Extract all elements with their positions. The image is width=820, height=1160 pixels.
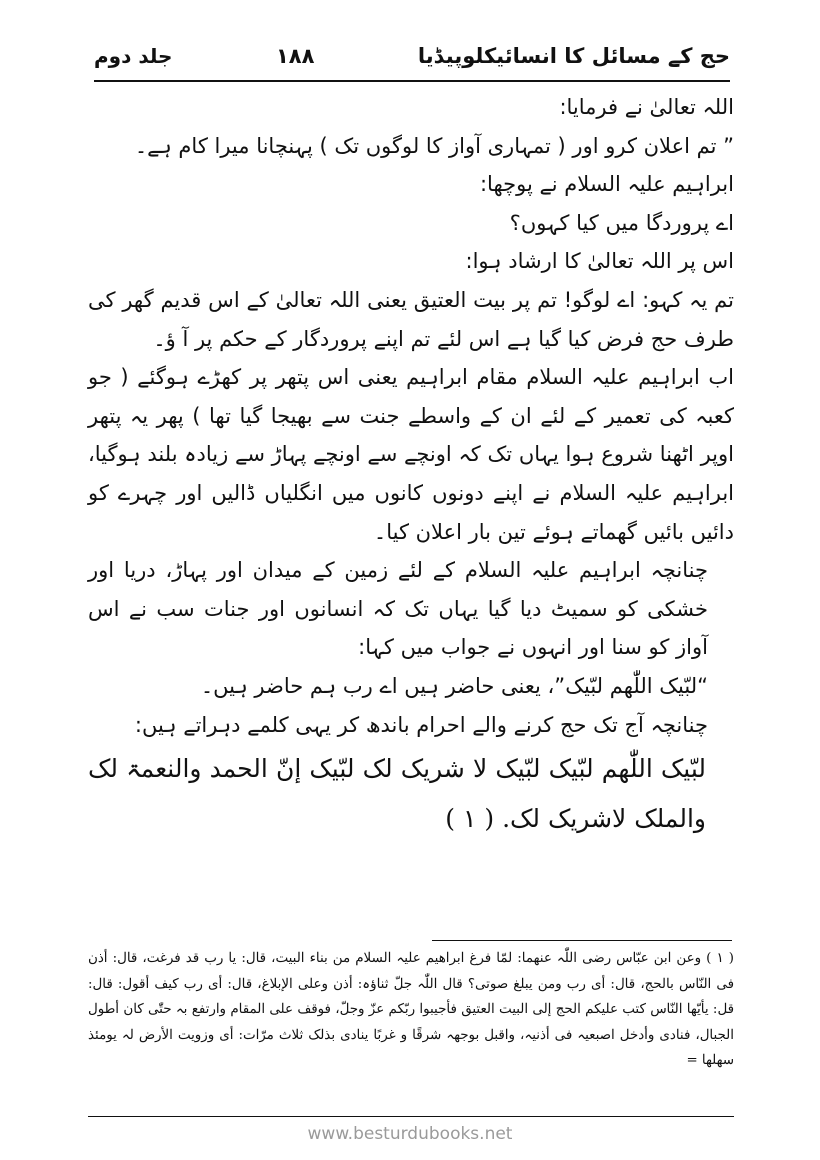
text-line: ابراہیم علیہ السلام نے پوچھا: xyxy=(479,172,734,197)
text-line: اللہ تعالیٰ نے فرمایا: xyxy=(559,95,734,119)
watermark: www.besturdubooks.net xyxy=(307,1124,513,1144)
labbaik-line: “لبّیک اللّٰھم لبّیک”، یعنی حاضر ہیں اے رب ہم حاضر ہیں۔ xyxy=(200,673,708,698)
header-rule xyxy=(94,80,730,82)
page-number: ۱۸۸ xyxy=(275,44,315,68)
text-line: ” تم اعلان کرو اور ( تمہاری آواز کا لوگوں تک ) پہنچانا میرا کام ہے۔ xyxy=(134,133,734,158)
paragraph: اب ابراہیم علیہ السلام مقام ابراہیم یعنی اس پتھر پر کھڑے ہوگئے ( جو کعبہ کی تعمیر کے لئے ان کے واسطے جنت سے بھیجا گیا تھا ) پھر یہ پتھر اوپر اٹھنا شروع ہوا یہاں تک کہ اونچے سے اونچے پہاڑ سے زیادہ بلند ہوگیا، ابراہیم علیہ السلام نے اپنے دونوں کانوں میں انگلیاں ڈالیں اور چہرے کو دائیں بائیں گھماتے ہوئے تین بار اعلان کیا۔ xyxy=(88,365,734,544)
text-line: اے پروردگا میں کیا کہوں؟ xyxy=(509,210,734,235)
page-header xyxy=(94,36,730,76)
book-title: حج کے مسائل کا انسائیکلوپیڈیا xyxy=(417,44,730,68)
text-line: اس پر اللہ تعالیٰ کا ارشاد ہوا: xyxy=(465,249,734,274)
paragraph: تم یہ کہو: اے لوگو! تم پر بیت العتیق یعنی اللہ تعالیٰ کے اس قدیم گھر کی طرف حج فرض کیا گیا ہے اس لئے تم اپنے پروردگار کے حکم پر آ ؤ۔ xyxy=(88,287,734,351)
arabic-talbiyah: لبّیک اللّٰھم لبّیک لبّیک لا شریک لک لبّیک إنّ الحمد والنعمۃ لک والملک لاشریک لک. ( ۱ ) xyxy=(88,754,706,834)
main-text xyxy=(88,88,734,844)
footnote: ( ۱ ) وعن ابن عبّاس رضی اللّٰہ عنھما: لمّا فرغ ابراھیم علیہ السلام من بناء البیت، قال: یا رب قد فرغت، قال: أذن فی النّاس بالحج، قال: أی رب ومن یبلغ صوتی؟ قال اللّٰہ جلّ ثناؤہ: أذن وعلی الإبلاغ، قال: أی رب کیف أقول: قال: قل: یأیّھا النّاس کتب علیکم الحج إلی البیت العتیق فأجیبوا ربّکم عزّ وجلّ، فوقف علی المقام وارتفع بہ حتّٰی کان أطول الجبال، فنادی وأدخل اصبعیہ فی أذنیہ، واقبل بوجھہ شرقًا و غربًا ینادی بذلک ثلاث مرّات: أی وزویت الأرض لہ یومئذ سھلھا = xyxy=(88,951,734,1069)
bottom-rule xyxy=(88,1116,734,1117)
paragraph: چنانچہ ابراہیم علیہ السلام کے لئے زمین کے میدان اور پہاڑ، دریا اور خشکی کو سمیٹ دیا گیا یہاں تک کہ انسانوں اور جنات سب نے اس آواز کو سنا اور انہوں نے جواب میں کہا: xyxy=(88,558,708,660)
footnote-rule xyxy=(432,940,732,941)
volume-label: جلد دوم xyxy=(94,44,173,68)
paragraph: چنانچہ آج تک حج کرنے والے احرام باندھ کر یہی کلمے دہراتے ہیں: xyxy=(134,712,708,737)
